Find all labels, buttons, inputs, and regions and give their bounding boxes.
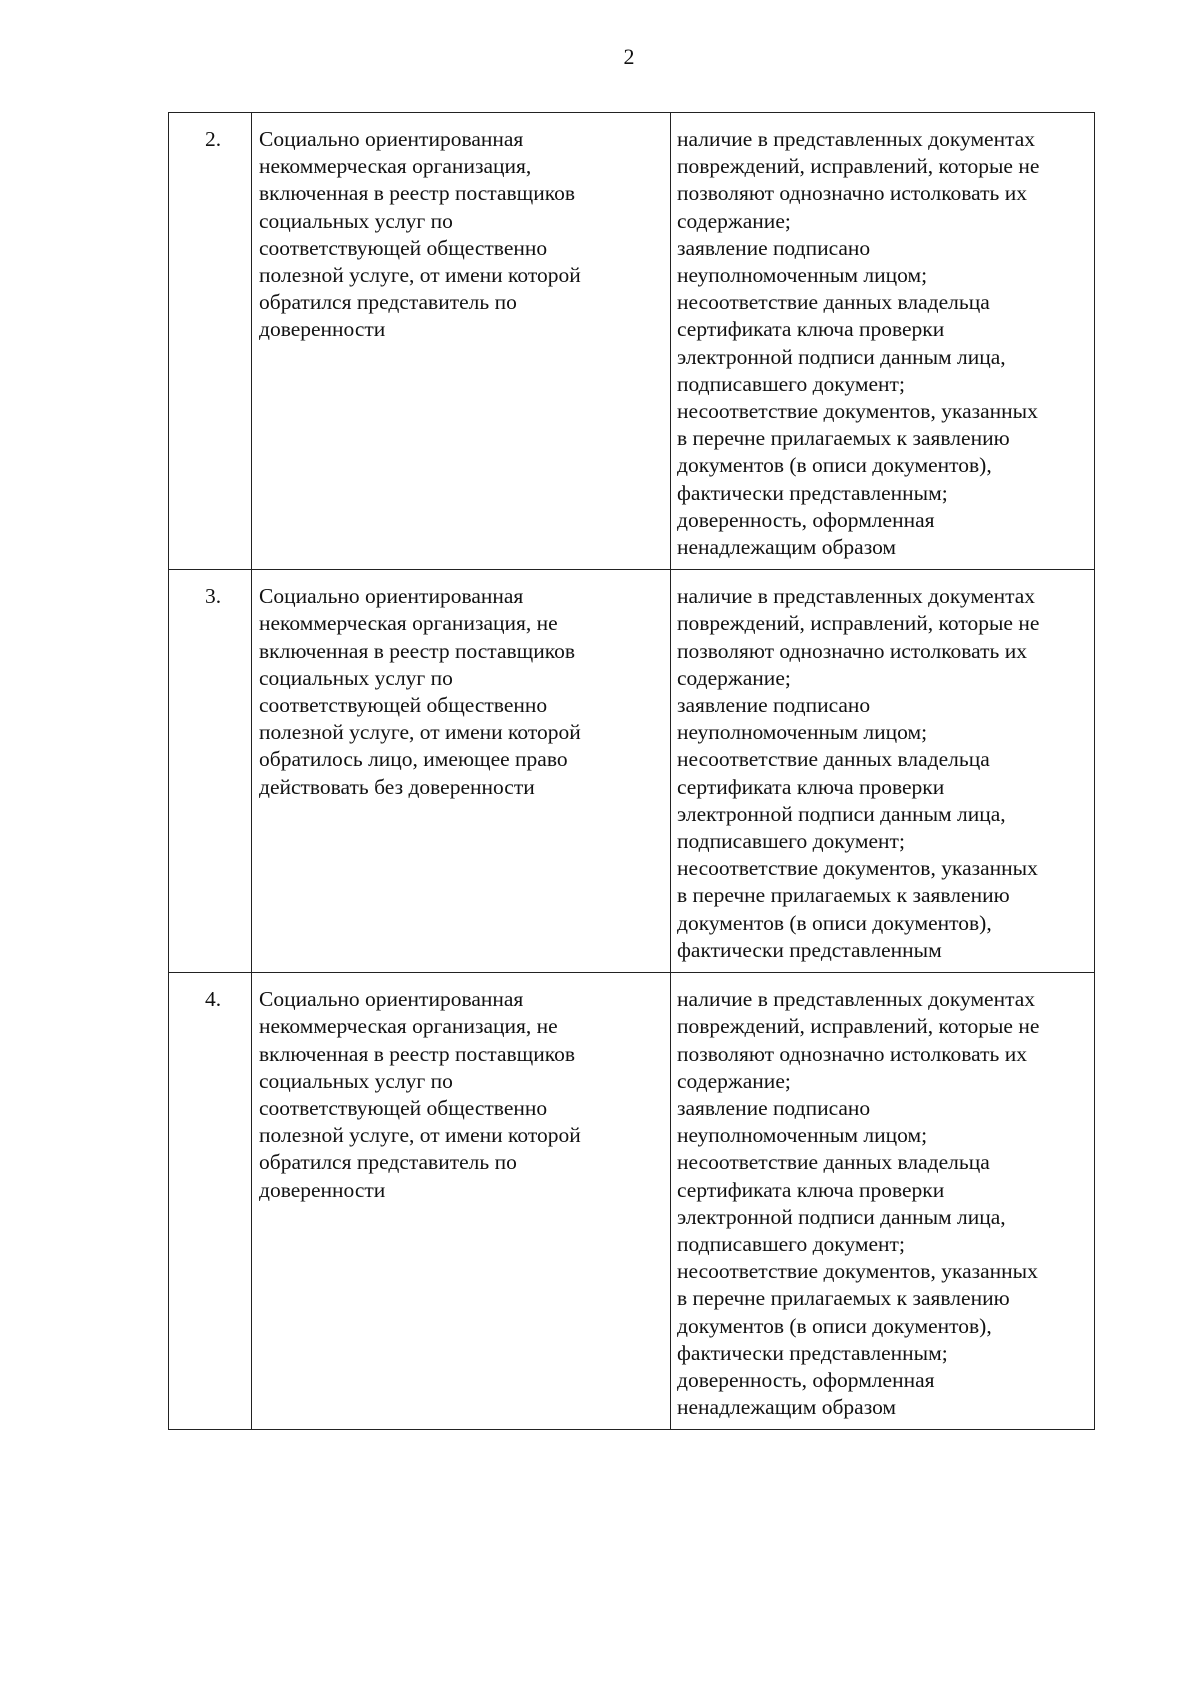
table-body — [169, 113, 1095, 1430]
refusal-ground-line: сертификата ключа проверки — [677, 317, 945, 342]
applicant-category-line: некоммерческая организация, не — [259, 1014, 558, 1039]
applicant-category-line: обратился представитель по — [259, 1150, 517, 1175]
refusal-ground-line: фактически представленным; — [677, 480, 948, 505]
refusal-ground-line: позволяют однозначно истолковать их — [677, 181, 1027, 206]
applicant-category-line: доверенности — [259, 317, 386, 342]
refusal-ground-line: несоответствие данных владельца — [677, 747, 990, 772]
refusal-ground-line: доверенность, оформленная — [677, 507, 935, 532]
applicant-category-line: соответствующей общественно — [259, 235, 548, 260]
applicant-category-line: полезной услуге, от имени которой — [259, 720, 581, 745]
row-number: 2. — [169, 113, 252, 570]
applicant-category-line: обратилось лицо, имеющее право — [259, 747, 568, 772]
refusal-ground-line: несоответствие документов, указанных — [677, 1259, 1038, 1284]
row-number: 4. — [169, 973, 252, 1430]
applicant-category-line: действовать без доверенности — [259, 774, 535, 799]
applicant-category-line: социальных услуг по — [259, 665, 453, 690]
refusal-ground-line: в перечне прилагаемых к заявлению — [677, 883, 1010, 908]
table-row — [169, 113, 1095, 570]
refusal-ground-line: наличие в представленных документах — [677, 584, 1036, 609]
refusal-ground-line: несоответствие данных владельца — [677, 1150, 990, 1175]
refusal-ground-line: повреждений, исправлений, которые не — [677, 1014, 1040, 1039]
refusal-ground-line: фактически представленным; — [677, 1340, 948, 1365]
refusal-ground-line: в перечне прилагаемых к заявлению — [677, 1286, 1010, 1311]
refusal-ground-line: наличие в представленных документах — [677, 127, 1036, 151]
refusal-ground-line: сертификата ключа проверки — [677, 1177, 945, 1202]
refusal-ground-line: подписавшего документ; — [677, 1231, 905, 1256]
refusal-ground-line: содержание; — [677, 208, 791, 233]
refusal-ground-line: доверенность, оформленная — [677, 1367, 935, 1392]
refusal-ground-line: несоответствие документов, указанных — [677, 399, 1038, 424]
applicant-category-line: доверенности — [259, 1177, 386, 1202]
refusal-ground-line: документов (в описи документов), — [677, 1313, 992, 1338]
refusal-ground-line: заявление подписано — [677, 235, 871, 260]
refusal-ground-line: электронной подписи данным лица, — [677, 1204, 1006, 1229]
grounds-table — [168, 112, 1095, 1430]
refusal-ground-line: электронной подписи данным лица, — [677, 801, 1006, 826]
page-number: 2 — [623, 44, 635, 69]
refusal-ground-line: неуполномоченным лицом; — [677, 263, 928, 288]
applicant-category-cell — [252, 570, 671, 973]
table-row — [169, 973, 1095, 1430]
applicant-category-line: полезной услуге, от имени которой — [259, 1123, 581, 1148]
refusal-ground-line: фактически представленным — [677, 937, 942, 962]
applicant-category-line: включенная в реестр поставщиков — [259, 1041, 575, 1066]
refusal-ground-line: повреждений, исправлений, которые не — [677, 154, 1040, 179]
refusal-ground-line: содержание; — [677, 665, 791, 690]
applicant-category-line: соответствующей общественно — [259, 1095, 548, 1120]
applicant-category-line: обратился представитель по — [259, 290, 517, 315]
refusal-ground-line: электронной подписи данным лица, — [677, 344, 1006, 369]
applicant-category-line: некоммерческая организация, не — [259, 611, 558, 636]
applicant-category-line: Социально ориентированная — [259, 584, 524, 609]
table-row — [169, 570, 1095, 973]
refusal-grounds-cell — [671, 570, 1095, 973]
refusal-grounds-cell — [671, 113, 1095, 570]
refusal-ground-line: позволяют однозначно истолковать их — [677, 638, 1027, 663]
refusal-ground-line: документов (в описи документов), — [677, 453, 992, 478]
refusal-ground-line: ненадлежащим образом — [677, 1395, 897, 1420]
refusal-ground-line: несоответствие данных владельца — [677, 290, 990, 315]
refusal-grounds-cell — [671, 973, 1095, 1430]
refusal-ground-line: сертификата ключа проверки — [677, 774, 945, 799]
applicant-category-line: социальных услуг по — [259, 208, 453, 233]
refusal-ground-line: заявление подписано — [677, 1095, 871, 1120]
applicant-category-line: включенная в реестр поставщиков — [259, 181, 575, 206]
applicant-category-line: Социально ориентированная — [259, 127, 524, 151]
refusal-ground-line: документов (в описи документов), — [677, 910, 992, 935]
refusal-ground-line: ненадлежащим образом — [677, 535, 897, 560]
refusal-ground-line: неуполномоченным лицом; — [677, 720, 928, 745]
refusal-ground-line: содержание; — [677, 1068, 791, 1093]
refusal-ground-line: неуполномоченным лицом; — [677, 1123, 928, 1148]
refusal-ground-line: заявление подписано — [677, 693, 871, 718]
applicant-category-cell — [252, 113, 671, 570]
refusal-ground-line: повреждений, исправлений, которые не — [677, 611, 1040, 636]
refusal-ground-line: наличие в представленных документах — [677, 987, 1036, 1012]
applicant-category-line: некоммерческая организация, — [259, 154, 532, 179]
applicant-category-line: социальных услуг по — [259, 1068, 453, 1093]
applicant-category-cell — [252, 973, 671, 1430]
refusal-ground-line: в перечне прилагаемых к заявлению — [677, 426, 1010, 451]
refusal-ground-line: позволяют однозначно истолковать их — [677, 1041, 1027, 1066]
applicant-category-line: соответствующей общественно — [259, 693, 548, 718]
applicant-category-line: Социально ориентированная — [259, 987, 524, 1012]
applicant-category-line: полезной услуге, от имени которой — [259, 263, 581, 288]
refusal-ground-line: несоответствие документов, указанных — [677, 856, 1038, 881]
refusal-ground-line: подписавшего документ; — [677, 371, 905, 396]
row-number: 3. — [169, 570, 252, 973]
refusal-ground-line: подписавшего документ; — [677, 829, 905, 854]
applicant-category-line: включенная в реестр поставщиков — [259, 638, 575, 663]
